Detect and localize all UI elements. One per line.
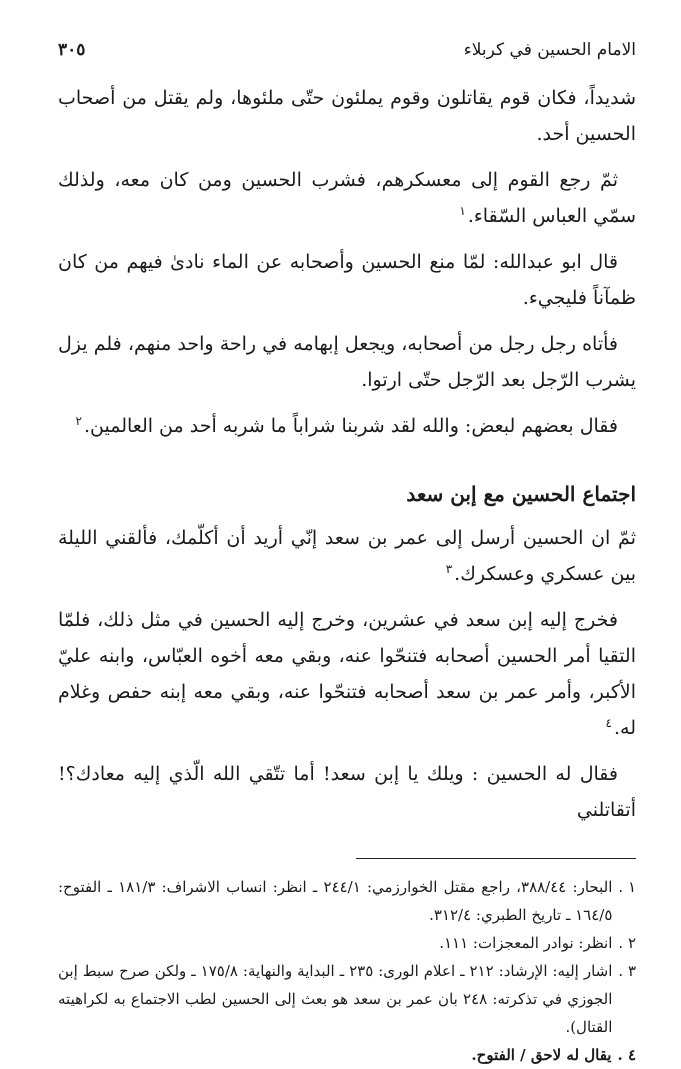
footnote-number: ١ . [618,878,636,896]
paragraph-text: فأتاه رجل رجل من أصحابه، ويجعل إبهامه في راحة واحد منهم، فلم يزل يشرب الرّجل بعد الرّجل حتّى ارتوا. [58,333,636,391]
page-number: ٣٠٥ [58,40,86,60]
footnote-text: اشار إليه: الإرشاد: ٢١٢ ـ اعلام الورى: ٢٣٥ ـ البداية والنهاية: ١٧٥/٨ ـ ولكن صرح سبط إبن الجوزي في تذكرته: ٢٤٨ بان عمر بن سعد هو بعث إلى الحسين لطب الاجتماع به لكراهيته القتال). [58,962,613,1036]
footnote-ref: ٤ [605,715,612,730]
footnote-text: يقال له لاحق / الفتوح. [471,1046,612,1064]
paragraph [58,520,636,592]
paragraph-text: فقال بعضهم لبعض: والله لقد شربنا شراباً ما شربه أحد من العالمين. [83,415,618,437]
footnote-number: ٤ . [617,1046,636,1064]
paragraph-text: قال ابو عبدالله: لمّا منع الحسين وأصحابه عن الماء نادىٰ فيهم من كان ظمآناً فليجيء. [58,251,636,309]
footnote [58,957,636,1041]
footnote-number: ٣ . [618,962,636,980]
footnote-number: ٢ . [618,934,636,952]
paragraph-text: فخرج إليه إبن سعد في عشرين، وخرج إليه الحسين في مثل ذلك، فلمّا التقيا أمر الحسين أصحابه فتنحّوا عنه، وبقي معه أخوه العبّاس، وابنه عليّ الأكبر، وأمر عمر بن سعد أصحابه فتنحّوا عنه، وبقي معه إبنه حفص وغلام له. [58,609,636,739]
footnotes [58,873,636,1069]
main-text [58,80,636,828]
footnote-text: انظر: نوادر المعجزات: ١١١. [439,934,613,952]
paragraph [58,244,636,316]
paragraph [58,756,636,828]
running-title: الامام الحسين في كربلاء [463,40,636,60]
paragraph [58,602,636,746]
footnote-divider [356,858,636,859]
footnote [58,929,636,957]
paragraph [58,326,636,398]
page-header [58,40,636,60]
paragraph-text: ثمّ ان الحسين أرسل إلى عمر بن سعد إنّي أريد أن أكلّمك، فألقني الليلة بين عسكري وعسكرك. [58,527,636,585]
footnote [58,873,636,929]
paragraph-text: فقال له الحسين : ويلك يا إبن سعد! أما تتّقي الله الّذي إليه معادك؟! أتقاتلني [58,763,636,821]
footnote-ref: ٣ [445,561,453,576]
section-heading: اجتماع الحسين مع إبن سعد [406,482,636,506]
paragraph [58,408,636,444]
book-page [58,40,636,1069]
footnote-ref: ١ [459,203,466,218]
footnote-text: البحار: ٣٨٨/٤٤، راجع مقتل الخوارزمي: ٢٤٤/١ ـ انظر: انساب الاشراف: ١٨١/٣ ـ الفتوح: ١٦٤/٥ ـ تاريخ الطبري: ٣١٢/٤. [58,878,613,924]
footnote [58,1041,636,1069]
paragraph-text: ثمّ رجع القوم إلى معسكرهم، فشرب الحسين ومن كان معه، ولذلك سمّي العباس السّقاء. [58,169,636,227]
paragraph [58,80,636,152]
paragraph [58,162,636,234]
paragraph-text: شديداً، فكان قوم يقاتلون وقوم يملئون حتّى ملئوها، ولم يقتل من أصحاب الحسين أحد. [58,87,636,145]
footnote-ref: ٢ [75,413,82,428]
